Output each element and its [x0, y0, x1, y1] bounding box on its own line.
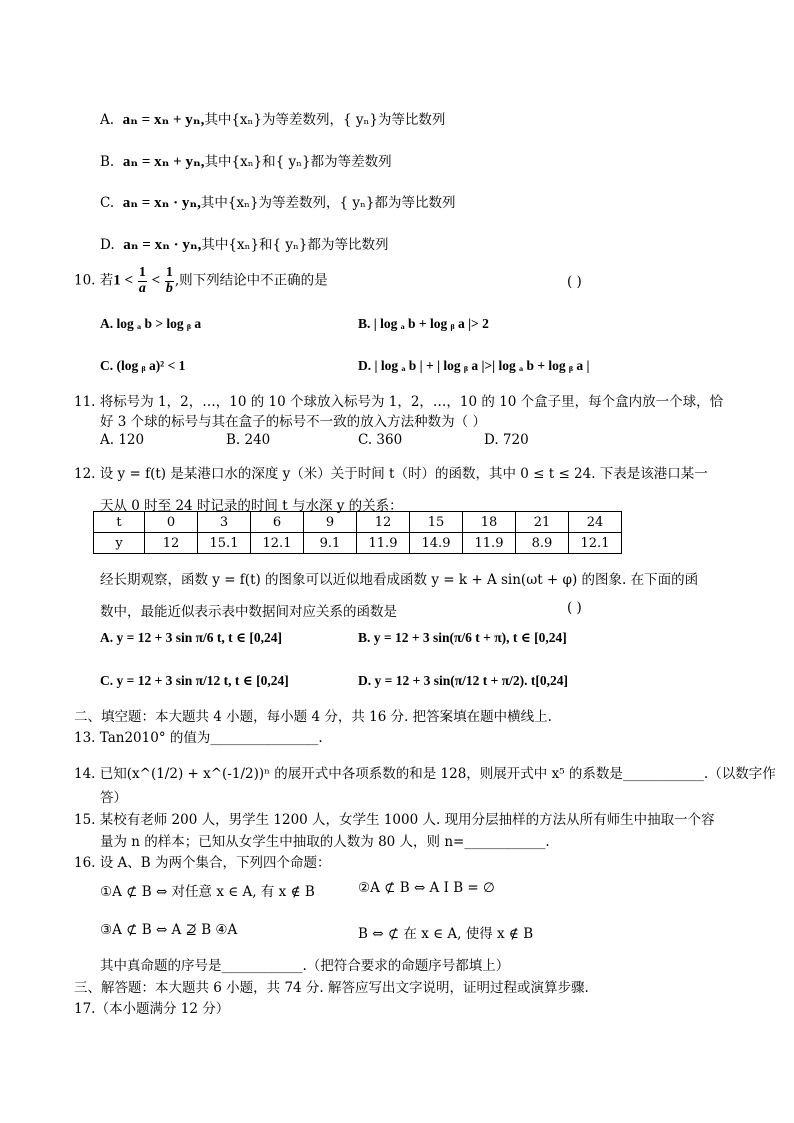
q11-option-d: D. 720 [484, 432, 529, 448]
q16-proposition-3: ③A ⊄ B ⇔ A ⊉ B ④A [100, 922, 238, 938]
q17: 17.（本小题满分 12 分） [74, 1001, 230, 1017]
q14-line2: 答） [100, 790, 127, 806]
table-header-t: t [94, 512, 145, 533]
q10-option-c: C. (log ᵦ a)² < 1 [100, 358, 186, 373]
table-cell: 15.1 [198, 533, 251, 554]
q9-option-a: A. aₙ = xₙ + yₙ,其中{xₙ}为等差数列，{ yₙ}为等比数列 [100, 112, 446, 128]
table-cell: 11.9 [357, 533, 410, 554]
q13: 13. Tan2010° 的值为________________. [74, 730, 323, 746]
q16-line3: 其中真命题的序号是____________.（把符合要求的命题序号都填上） [100, 958, 510, 974]
section3-heading: 三、解答题：本大题共 6 小题，共 74 分. 解答应写出文字说明，证明过程或演算步骤. [74, 980, 589, 996]
table-cell: 6 [251, 512, 304, 533]
q10-option-a: A. log ₐ b > log ᵦ a [100, 316, 202, 331]
section2-heading: 二、填空题：本大题共 4 小题，每小题 4 分，共 16 分. 把答案填在题中横线上. [74, 709, 552, 725]
q10-stem: 10. 若1 < $\frac{1}{a}$ < $\frac{1}{b}$ ,则下列结论中不正确的是 [74, 265, 328, 296]
q12-line3: 经长期观察，函数 y = f(t) 的图象可以近似地看成函数 y = k + A sin(ωt + φ) 的图象. 在下面的函 [100, 572, 699, 588]
q16-proposition-2: ②A ⊄ B ⇔ A I B = ∅ [358, 880, 495, 896]
q12-option-c: C. y = 12 + 3 sin π/12 t, t ∈ [0,24] [100, 673, 289, 688]
table-cell: 15 [410, 512, 463, 533]
table-cell: 12.1 [251, 533, 304, 554]
q9-option-b: B. aₙ = xₙ + yₙ,其中{xₙ}和{ yₙ}都为等差数列 [100, 154, 392, 170]
q9-option-d: D. aₙ = xₙ · yₙ,其中{xₙ}和{ yₙ}都为等比数列 [100, 237, 389, 253]
table-cell: 8.9 [516, 533, 569, 554]
q9-option-c: C. aₙ = xₙ · yₙ,其中{xₙ}为等差数列，{ yₙ}都为等比数列 [100, 195, 456, 211]
q12-option-a: A. y = 12 + 3 sin π/6 t, t ∈ [0,24] [100, 630, 283, 645]
q11-line2: 好 3 个球的标号与其在盒子的标号不一致的放入方法种数为（ ） [100, 414, 486, 430]
q16-proposition-4: B ⇔ ⊄ 在 x ∈ A, 使得 x ∉ B [358, 926, 534, 942]
q16-line1: 16. 设 A、B 为两个集合，下列四个命题： [74, 855, 331, 871]
table-cell: 3 [198, 512, 251, 533]
q12-option-d: D. y = 12 + 3 sin(π/12 t + π/2). t[0,24] [358, 673, 568, 688]
table-cell: 11.9 [463, 533, 516, 554]
q15-line1: 15. 某校有老师 200 人，男学生 1200 人，女学生 1000 人. 现用分层抽样的方法从所有师生中抽取一个容 [74, 812, 715, 828]
q15-line2: 量为 n 的样本；已知从女学生中抽取的人数为 80 人，则 n=____________. [100, 834, 550, 850]
q12-answer-paren: ( ) [567, 600, 582, 616]
table-row-y [94, 533, 622, 554]
q11-option-a: A. 120 [100, 432, 145, 448]
table-row-t [94, 512, 622, 533]
q12-data-table [93, 511, 622, 554]
q12-option-b: B. y = 12 + 3 sin(π/6 t + π), t ∈ [0,24] [358, 630, 567, 645]
table-header-y: y [94, 533, 145, 554]
q11-option-c: C. 360 [358, 432, 403, 448]
q12-line2: 天从 0 时至 24 时记录的时间 t 与水深 y 的关系： [100, 498, 403, 514]
table-cell: 9 [304, 512, 357, 533]
q12-line4: 数中，最能近似表示表中数据间对应关系的函数是 [100, 604, 397, 620]
table-cell: 24 [569, 512, 622, 533]
q11-line1: 11. 将标号为 1，2，…，10 的 10 个球放入标号为 1，2，…，10 的 10 个盒子里，每个盒内放一个球，恰 [74, 394, 724, 410]
q10-answer-paren: ( ) [567, 274, 582, 290]
table-cell: 9.1 [304, 533, 357, 554]
table-cell: 0 [145, 512, 198, 533]
table-cell: 12 [145, 533, 198, 554]
q12-line1: 12. 设 y = f(t) 是某港口水的深度 y（米）关于时间 t（时）的函数，其中 0 ≤ t ≤ 24. 下表是该港口某一 [74, 466, 708, 482]
q11-option-b: B. 240 [226, 432, 271, 448]
table-cell: 12 [357, 512, 410, 533]
q14-line1: 14. 已知(x^(1/2) + x^(-1/2))ⁿ 的展开式中各项系数的和是 128，则展开式中 x⁵ 的系数是____________.（以数字作 [74, 766, 776, 782]
q10-option-d: D. | log ₐ b | + | log ᵦ a |>| log ₐ b + log ᵦ a | [358, 358, 590, 373]
table-cell: 14.9 [410, 533, 463, 554]
q10-option-b: B. | log ₐ b + log ᵦ a |> 2 [358, 316, 489, 331]
q16-proposition-1: ①A ⊄ B ⇔ 对任意 x ∈ A, 有 x ∉ B [100, 884, 315, 900]
table-cell: 12.1 [569, 533, 622, 554]
table-cell: 18 [463, 512, 516, 533]
table-cell: 21 [516, 512, 569, 533]
